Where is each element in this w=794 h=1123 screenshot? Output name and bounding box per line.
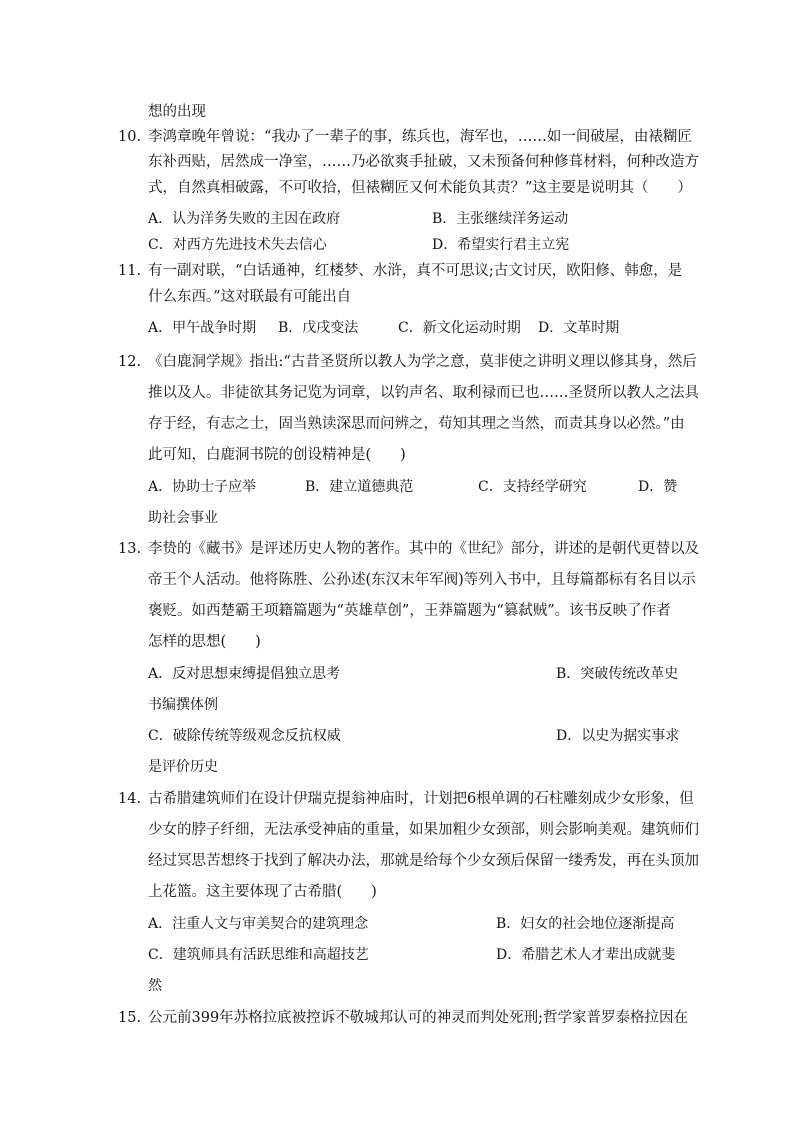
question-text: 怎样的思想( ) [148,634,261,650]
question-number: 11. [118,263,142,279]
question-text: 褒贬。如西楚霸王项籍篇题为“英雄草创”，王莽篇题为“篡弑贼”。该书反映了作者 [148,603,671,619]
option-b: B．妇女的社会地位逐渐提高 [496,916,675,932]
question-text: 有一副对联，“白话通神，红楼梦、水浒，真不可思议;古文讨厌，欧阳修、韩愈，是 [148,263,683,279]
question-text: 东补西贴，居然成一净室，……乃必欲爽手扯破，又未预备何种修葺材料，何种改造方 [148,154,699,170]
option-a: A．反对思想束缚提倡独立思考 [148,666,341,682]
question-text: 式，自然真相破露，不可收拾，但裱糊匠又何术能负其责？”这主要是说明其（ ） [148,180,692,196]
question-text: 《白鹿洞学规》指出:“古昔圣贤所以教人为学之意，莫非使之讲明义理以修其身，然后 [148,354,697,370]
option-b: B．突破传统改革史 [556,666,679,682]
option-c: C．新文化运动时期 [398,320,521,336]
option-b: B．戊戌变法 [278,320,359,336]
question-text: 李贽的《藏书》是评述历史人物的著作。其中的《世纪》部分，讲述的是朝代更替以及 [148,541,699,557]
question-text: 经过冥思苦想终于找到了解决办法，那就是给每个少女颈后保留一缕秀发，再在头顶加 [148,853,699,869]
option-d: D．希望实行君主立宪 [432,237,570,253]
option-a: A．注重人文与审美契合的建筑理念 [148,916,369,932]
question-text: 公元前399年苏格拉底被控诉不敬城邦认可的神灵而判处死刑;哲学家普罗泰格拉因在 [148,1010,689,1026]
question-text: 上花篮。这主要体现了古希腊( ) [148,884,377,900]
option-d-continuation: 是评价历史 [148,759,218,775]
option-c: C．支持经学研究 [478,479,587,495]
option-d: D．以史为据实事求 [556,728,680,744]
question-text: 古希腊建筑师们在设计伊瑞克提翁神庙时，计划把6根单调的石柱雕刻成少女形象，但 [148,791,694,807]
option-d: D．文革时期 [538,320,620,336]
option-d-continuation: 助社会事业 [148,510,218,526]
option-a: A．协助士子应举 [148,479,257,495]
question-text: 推以及人。非徒欲其务记览为词章，以钓声名、取利禄而已也……圣贤所以教人之法具 [148,385,699,401]
question-number: 12. [118,354,142,370]
option-d-continuation: 然 [148,978,162,994]
option-c: C．建筑师具有活跃思维和高超技艺 [148,947,369,963]
option-b: B．主张继续洋务运动 [432,211,569,227]
option-c: C．破除传统等级观念反抗权威 [148,728,341,744]
question-text: 帝王个人活动。他将陈胜、公孙述(东汉末年军阀)等列入书中，且每篇都标有名目以示 [148,572,696,588]
question-text: 此可知，白鹿洞书院的创设精神是( ) [148,447,406,463]
option-b-continuation: 书编撰体例 [148,697,218,713]
question-text: 少女的脖子纤细，无法承受神庙的重量，如果加粗少女颈部，则会影响美观。建筑师们 [148,822,699,838]
option-d: D．希腊艺术人才辈出成就斐 [496,947,676,963]
question-number: 14. [118,791,142,807]
question-number: 15. [118,1010,142,1026]
option-a: A．认为洋务失败的主因在政府 [148,211,341,227]
question-number: 10. [118,129,142,145]
option-a: A．甲午战争时期 [148,320,257,336]
option-b: B．建立道德典范 [305,479,414,495]
question-text: 李鸿章晚年曾说：“我办了一辈子的事，练兵也，海军也，……如一间破屋，由裱糊匠 [148,129,692,145]
question-text: 什么东西。”这对联最有可能出自 [148,289,352,305]
question-number: 13. [118,541,142,557]
question-text: 存于经，有志之士，固当熟读深思而问辨之，苟知其理之当然，而责其身以必然。”由 [148,416,685,432]
option-d: D．赞 [638,479,678,495]
option-c: C．对西方先进技术失去信心 [148,237,327,253]
carryover-text: 想的出现 [148,104,206,120]
